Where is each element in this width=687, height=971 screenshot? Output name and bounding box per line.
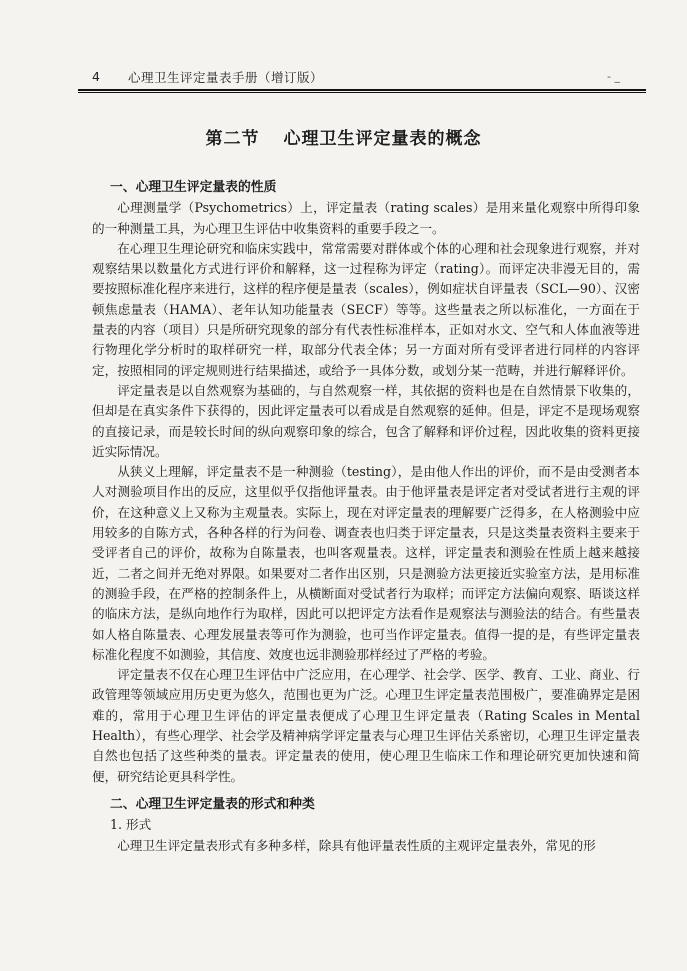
page-number: 4 [92, 69, 100, 84]
paragraph-last: 心理卫生评定量表形式有多种多样，除具有他评量表性质的主观评定量表外，常见的形 [117, 837, 596, 853]
section-title [0, 124, 687, 149]
paragraph-5: 评定量表不仅在心理卫生评估中广泛应用，在心理学、社会学、医学、教育、工业、商业、行政管理等领域应用历史更为悠久，范围也更为广泛。心理卫生评定量表范围极广，要准确界定是困难的，常用于心理卫生评估的评定量表便成了心理卫生评定量表（Rating Scales in Mental Health），有些心理学、社会学及精神病学评定量表与心理卫生评估关系密切，心理卫生评定量表自然也包括了这些种类的量表。评定量表的使用，使心理卫生临床工作和理论研究更加快速和简便，研究结论更具科学性。 [92, 667, 640, 784]
corner-mark: - _ [607, 70, 620, 83]
paragraph-4: 从狭义上理解，评定量表不是一种测验（testing），是由他人作出的评价，而不是由受测者本人对测验项目作出的反应，这里似乎仅指他评量表。由于他评量表是评定者对受试者进行主观的评价，在这种意义上又称为主观量表。实际上，现在对评定量表的理解要广泛得多，在人格测验中应用较多的自陈方式，各种各样的行为问卷、调查表也归类于评定量表，只是这类量表资料主要来于受评者自己的评价，故称为自陈量表，也叫客观量表。这样，评定量表和测验在性质上越来越接近，二者之间并无绝对界限。如果要对二者作出区别，只是测验方法更接近实验室方法，是用标准的测验手段，在严格的控制条件上，从横断面对受试者行为取样；而评定方法偏向观察、晤谈这样的临床方法，是纵向地作行为取样，因此可以把评定方法看作是观察法与测验法的结合。有些量表如人格自陈量表、心理发展量表等可作为测验，也可当作评定量表。值得一提的是，有些评定量表标准化程度不如测验，其信度、效度也远非测验那样经过了严格的考验。 [92, 464, 640, 662]
heading-nature: 一、心理卫生评定量表的性质 [110, 180, 277, 195]
book-title: 心理卫生评定量表手册（增订版） [128, 70, 324, 85]
section-name: 心理卫生评定量表的概念 [283, 129, 482, 149]
section-number: 第二节 [205, 129, 260, 149]
paragraph-2: 在心理卫生理论研究和临床实践中，常常需要对群体或个体的心理和社会现象进行观察，并对观察结果以数量化方式进行评价和解释，这一过程称为评定（rating）。而评定决非漫无目的，需要按照标准化程序来进行，这样的程序便是量表（scales），例如症状自评量表（SCL—90）、汉密顿焦虑量表（HAMA）、老年认知功能量表（SECF）等等。这些量表之所以标准化，一方面在于量表的内容（项目）只是所研究现象的部分有代表性标准样本，正如对水文、空气和人体血液等进行物理化学分析时的取样研究一样，取部分代表全体；另一方面对所有受评者进行同样的内容评定，按照相同的评定规则进行结果描述，或给予一具体分数，或划分某一范畴，并进行解释评价。 [92, 240, 640, 378]
header-rule-thin [78, 92, 646, 93]
body-content [92, 174, 640, 856]
running-header [78, 66, 646, 88]
paragraph-1: 心理测量学（Psychometrics）上，评定量表（rating scales）是用来量化观察中所得印象的一种测量工具，为心理卫生评估中收集资料的重要手段之一。 [92, 200, 640, 236]
subheading-forms: 1. 形式 [110, 817, 152, 833]
heading-forms-types: 二、心理卫生评定量表的形式和种类 [110, 796, 315, 812]
paragraph-3: 评定量表是以自然观察为基础的，与自然观察一样，其依据的资料也是在自然情景下收集的，但却是在真实条件下获得的，因此评定量表可以看成是自然观察的延伸。但是，评定不是现场观察的直接记录，而是较长时间的纵向观察印象的综合，包含了解释和评价过程，因此收集的资料更接近实际情况。 [92, 382, 640, 459]
header-rule-thick [78, 89, 646, 91]
